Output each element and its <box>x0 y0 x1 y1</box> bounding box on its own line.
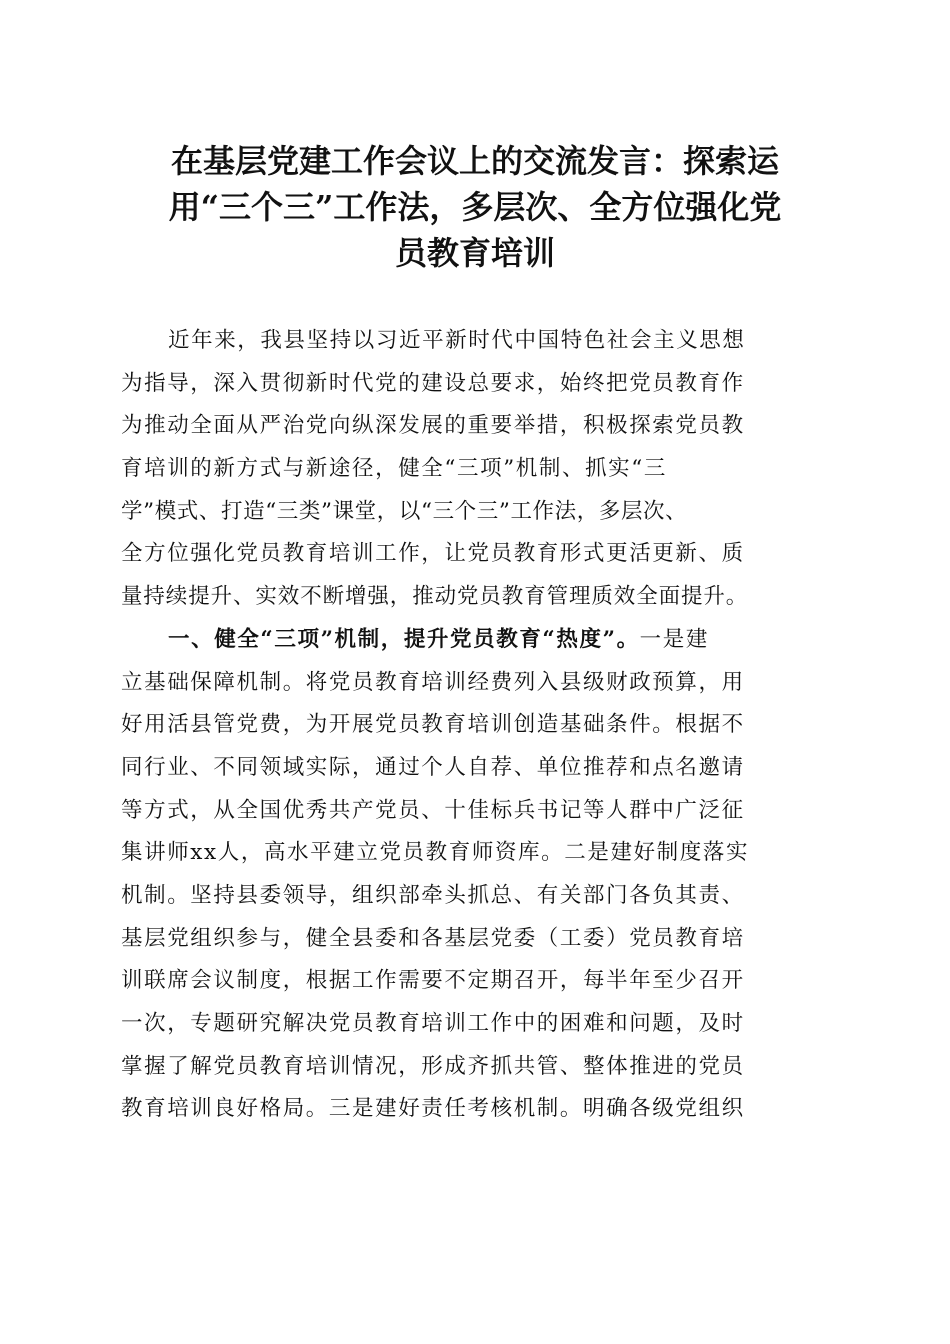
paragraph-line: 育培训的新方式与新途径，健全“三项”机制、抓实“三 <box>121 456 667 482</box>
paragraph-line: 教育培训良好格局。三是建好责任考核机制。明确各级党组织 <box>121 1096 745 1122</box>
title-line-3: 员教育培训 <box>394 234 555 272</box>
document-body <box>121 320 826 1131</box>
paragraph-line: 机制。坚持县委领导，组织部牵头抓总、有关部门各负其责、 <box>121 882 745 908</box>
paragraph-line: 近年来，我县坚持以习近平新时代中国特色社会主义思想 <box>168 328 746 353</box>
paragraph-line: 一次，专题研究解决党员教育培训工作中的困难和问题，及时 <box>121 1011 745 1036</box>
document-title <box>120 138 830 276</box>
paragraph-line: 训联席会议制度，根据工作需要不定期召开，每半年至少召开 <box>121 968 745 994</box>
section-heading-line <box>121 619 826 662</box>
section-heading-tail: 一是建 <box>639 626 709 652</box>
paragraph-line: 掌握了解党员教育培训情况，形成齐抓共管、整体推进的党员 <box>121 1053 745 1079</box>
title-line-1: 在基层党建工作会议上的交流发言：探索运 <box>170 142 779 180</box>
paragraph-line: 量持续提升、实效不断增强，推动党员教育管理质效全面提升。 <box>121 584 749 610</box>
paragraph-line: 立基础保障机制。将党员教育培训经费列入县级财政预算，用 <box>121 669 745 695</box>
paragraph-line: 同行业、不同领域实际，通过个人自荐、单位推荐和点名邀请 <box>121 754 745 780</box>
section-heading: 一、健全“三项”机制，提升党员教育“热度”。 <box>168 626 640 652</box>
paragraph-line: 等方式，从全国优秀共产党员、十佳标兵书记等人群中广泛征 <box>121 797 745 823</box>
title-line-2: 用“三个三”工作法，多层次、全方位强化党 <box>168 188 782 226</box>
paragraph-line: 为指导，深入贯彻新时代党的建设总要求，始终把党员教育作 <box>121 370 745 396</box>
paragraph-line: 好用活县管党费，为开展党员教育培训创造基础条件。根据不 <box>121 712 745 738</box>
paragraph-line: 集讲师xx人，高水平建立党员教育师资库。二是建好制度落实 <box>121 840 750 866</box>
paragraph-line: 学”模式、打造“三类”课堂，以“三个三”工作法，多层次、 <box>121 498 688 524</box>
paragraph-line: 为推动全面从严治党向纵深发展的重要举措，积极探索党员教 <box>121 413 745 439</box>
paragraph-line: 全方位强化党员教育培训工作，让党员教育形式更活更新、质 <box>121 541 745 567</box>
paragraph-line: 基层党组织参与，健全县委和各基层党委（工委）党员教育培 <box>121 925 745 951</box>
